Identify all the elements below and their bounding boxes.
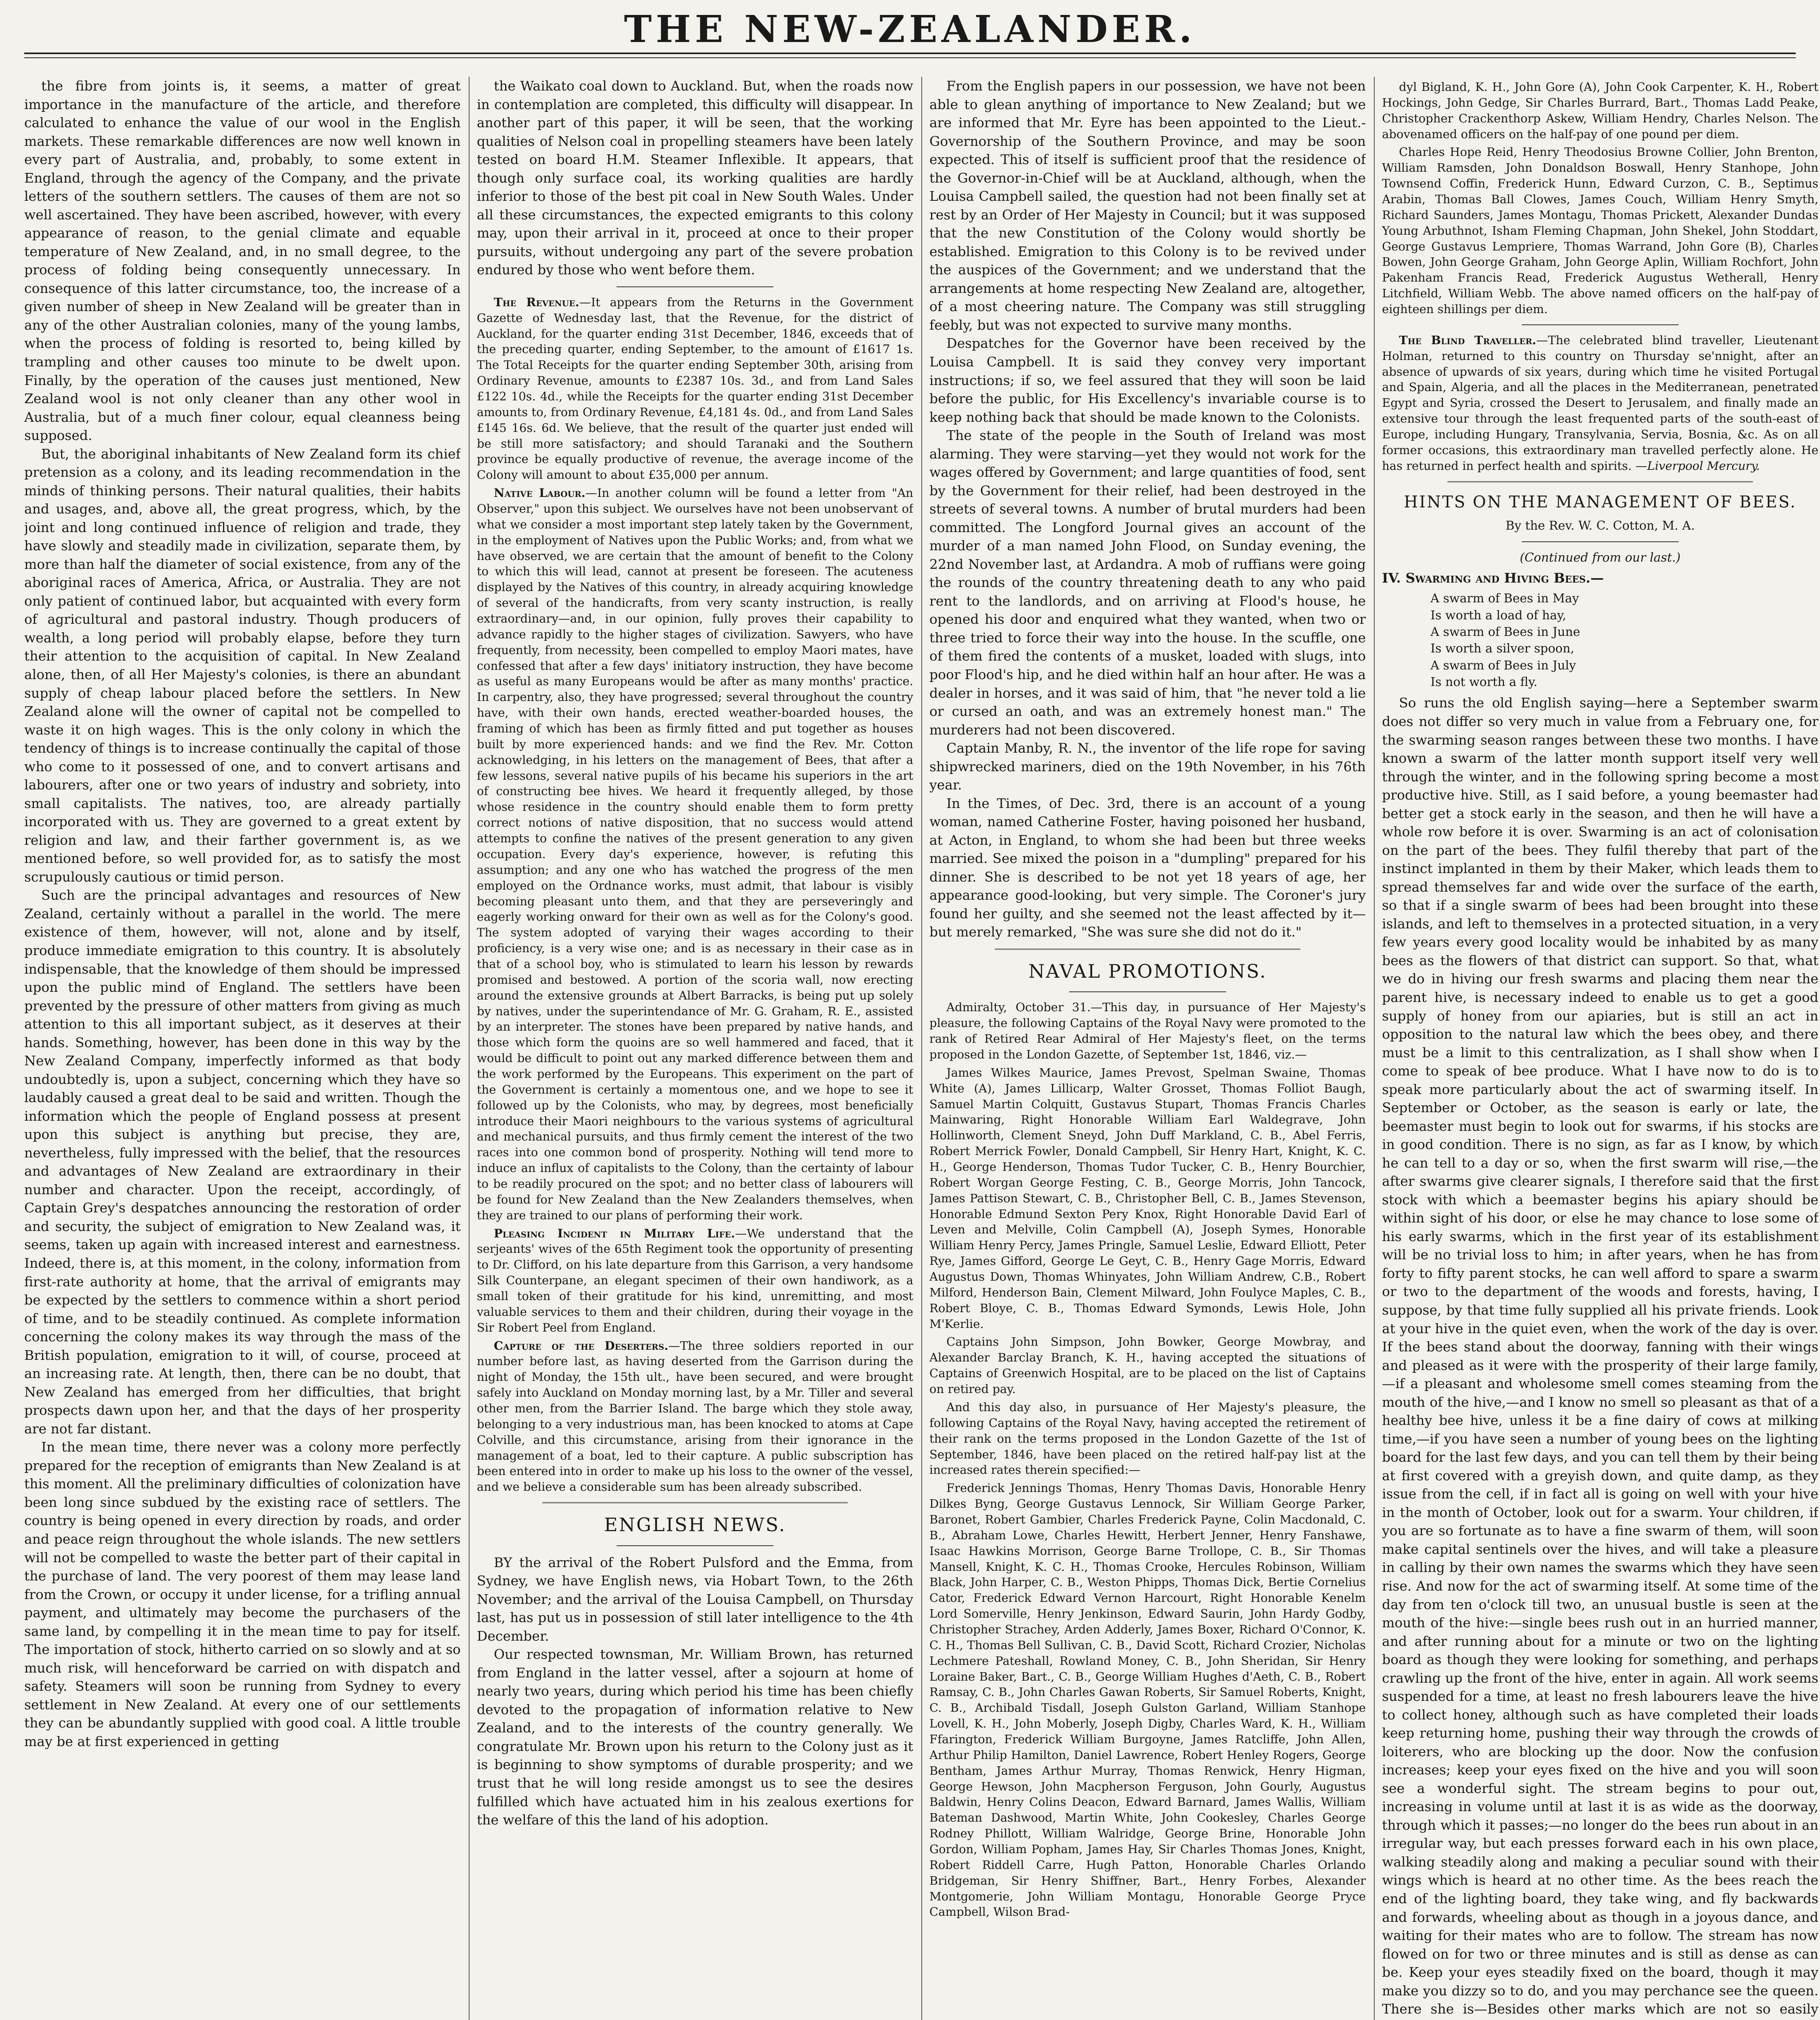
note-text: —The three soldiers reported in our number before last, as having deserted from the Garrison during the night of Monday, the 15th ult., have been secured, and were brought safely into Auckland on Monday morning last, by a Mr. Tiller and several other men, from the Barrier Island. The barge which they stole away, belonging to a very industrious man, has been knocked to atoms at Cape Colville, and this circumstance, arising from their ignorance in the management of a boat, led to their capture. A public subscription has been entered into in order to make up his loss to the owner of the vessel, and we believe a considerable sum has been already subscribed.	[477, 1338, 913, 1494]
article-paragraph: In the Times, of Dec. 3rd, there is an account of a young woman, named Catherine Foster, having poisoned her husband, at Acton, in England, to whom she had been but three weeks married. See mixed the poison in a "dumpling" prepared for his dinner. She is described to be not yet 18 years of age, her appearance good-looking, but very simple. The Coroner's jury found her guilty, and she seemed not the least affected by it—but merely remarked, "She was sure she did not do it."	[929, 795, 1366, 940]
naval-paragraph: Frederick Jennings Thomas, Henry Thomas Davis, Honorable Henry Dilkes Byng, George Gustavus Lennock, Sir William George Parker, Baronet, Robert Gambier, Charles Frederick Payne, Colin Macdonald, C. B., Abraham Lowe, Charles Hewitt, Herbert Jenner, Henry Fanshawe, Isaac Hawkins Morrison, George Barne Trollope, C. B., Sir Thomas Mansell, Knight, K. C. H., Thomas Crooke, Hercules Robinson, William Black, John Harper, C. B., Weston Phipps, Thomas Dick, Bertie Cornelius Cator, Frederick Edward Vernon Harcourt, Right Honorable Kenelm Lord Somerville, Henry Jenkinson, Edward Saurin, John Hardy Godby, Christopher Strachey, Arden Adderly, James Boxer, Richard O'Connor, K. C. H., Thomas Bell Sullivan, C. B., David Scott, Richard Crozier, Nicholas Lechmere Pateshall, Rowland Money, C. B., John Sheridan, Sir Henry Loraine Baker, Bart., C. B., George William Hughes d'Aeth, C. B., Robert Ramsay, C. B., John Charles Gawan Roberts, Sir Samuel Roberts, Knight, C. B., Archibald Tisdall, Joseph Gulston Garland, William Stanhope Lovell, K. H., John Moberly, Joseph Digby, Charles Ward, K. H., William Ffarington, Frederick William Burgoyne, James Ratcliffe, John Allen, Arthur Philip Hamilton, Daniel Lawrence, Robert Henley Rogers, George Bentham, James Arthur Murray, Thomas Renwick, Henry Higman, George Hewson, John Macpherson Ferguson, John Gourly, Augustus Baldwin, Henry Colins Deacon, Edward Barnard, James Wallis, William Bateman Dashwood, Martin White, John Cookesley, Charles George Rodney Phillott, William Walridge, George Brine, Honorable John Gordon, William Popham, James Hay, Sir Charles Thomas Jones, Knight, Robert Riddell Carre, Hugh Patton, Honorable Charles Orlando Bridgeman, Sir Henry Shiffner, Bart., Henry Forbes, Alexander Montgomerie, John William Montagu, Honorable George Pryce Campbell, Wilson Brad-	[929, 1481, 1366, 1919]
note-native-labour	[477, 485, 913, 1223]
rhyme-line: A swarm of Bees in June	[1430, 625, 1580, 639]
article-paragraph: Our respected townsman, Mr. William Brown, has returned from England in the latter vessel, after a sojourn at home of nearly two years, during which period his time has been chiefly devoted to the propagation of information relative to New Zealand, and to the interests of the country generally. We congratulate Mr. Brown upon his return to the Colony just as it is beginning to show symptoms of durable prosperity; and we trust that he will long reside amongst us to see the desires fulfilled which have actuated him in his zealous exertions for the welfare of this the land of his adoption.	[477, 1646, 913, 1828]
rhyme-line: Is worth a silver spoon,	[1430, 642, 1574, 656]
naval-paragraph: And this day also, in pursuance of Her Majesty's pleasure, the following Captains of the Royal Navy, having accepted the retirement of their rank on the terms proposed in the London Gazette of the 1st of September, 1846, have been placed on the retired half-pay list at the increased rates therein specified:—	[929, 1400, 1366, 1477]
note-heading: Pleasing Incident in Military Life.	[494, 1226, 735, 1240]
note-text: —We understand that the serjeants' wives of the 65th Regiment took the opportunity of presenting to Dr. Clifford, on his late departure from this Garrison, a very handsome Silk Counterpane, an elegant specimen of their own handiwork, as a small token of their gratitude for his kind, unremitting, and most valuable services to them and their children, during their voyage in the Sir Robert Peel from England.	[477, 1226, 913, 1334]
article-paragraph: Captain Manby, R. N., the inventor of the life rope for saving shipwrecked mariners, died on the 19th November, in his 76th year.	[929, 740, 1366, 793]
section-heading-naval-promotions: NAVAL PROMOTIONS.	[1028, 960, 1267, 982]
column-4	[1382, 77, 1818, 2020]
article-paragraph: Such are the principal advantages and resources of New Zealand, certainly without a parallel in the world. The mere existence of them, however, will not, alone and by itself, produce immediate emigration to this country. It is absolutely indispensable, that the knowledge of them should be impressed upon the public mind of England. The settlers have been prevented by the pressure of other matters from giving as much attention to this all important subject, as it deserves at their hands. Something, however, has been done in this way by the New Zealand Company, imperfectly informed as that body undoubtedly is, upon a subject, concerning which they have so laudably caused a great deal to be said and written. Though the information which the people of England possess at present upon this subject is anything but precise, they are, nevertheless, fully impressed with the belief, that the resources and advantages of New Zealand are extraordinary in their number and character. Upon the receipt, accordingly, of Captain Grey's despatches announcing the restoration of order and security, the subject of emigration to New Zealand was, it seems, taken up again with increased interest and earnestness. Indeed, there is, at this moment, in the colony, information from first-rate authority at home, that the arrival of emigrants may be expected by the settlers to commence within a short period of time, and to be steadily continued. As complete information concerning the colony makes its way through the mass of the British population, emigration to it will, of course, proceed at an increasing rate. At length, then, there can be no doubt, that New Zealand has emerged from her difficulties, that bright prospects dawn upon her, and that the days of her prosperity are not far distant.	[24, 887, 461, 1437]
byline: By the Rev. W. C. Cotton, M. A.	[1505, 518, 1695, 533]
divider	[617, 286, 774, 287]
column-divider	[469, 77, 470, 2020]
divider	[1522, 541, 1679, 542]
column-3	[929, 77, 1366, 2020]
naval-list	[929, 999, 1366, 1920]
article-paragraph: the fibre from joints is, it seems, a matter of great importance in the manufacture of the article, and therefore calculated to enhance the value of our wool in the English markets. These remarkable differences are now well known in every part of Australia, and, probably, to some extent in England, through the agency of the Company, and the private letters of the southern settlers. The causes of them are not so well ascertained. They have been ascribed, however, with every appearance of reason, to the genial climate and equable temperature of New Zealand, and, in no small degree, to the process of folding being consequently unnecessary. In consequence of this latter circumstance, too, the increase of a given number of sheep in New Zealand will be greater than in any of the other Australian colonies, many of the young lambs, when the process of folding is resorted to, being killed by trampling and other causes too minute to be dwelt upon. Finally, by the operation of the causes just mentioned, New Zealand wool is not only cleaner than any other wool in Australia, but of a much finer colour, equal cleanness being supposed.	[24, 78, 461, 444]
section-divider	[542, 1502, 848, 1505]
section-heading-bees: HINTS ON THE MANAGEMENT OF BEES.	[1404, 492, 1797, 511]
article-paragraph: From the English papers in our possession, we have not been able to glean anything of importance to New Zealand; but we are informed that Mr. Eyre has been appointed to the Lieut.-Governorship of the Southern Province, and may be soon expected. This of itself is sufficient proof that the residence of the Governor-in-Chief will be at Auckland, although, when the Louisa Campbell sailed, the question had not been finally set at rest by an Order of Her Majesty in Council; but it was supposed that the new Constitution of the Colony would shortly be established. Emigration to this Colony is to be revived under the auspices of the Government; and we understand that the arrangements at home respecting New Zealand are, altogether, of a most cheering nature. The Company was still struggling feebly, but was not expected to survive many months.	[929, 78, 1366, 333]
note-text: —In another column will be found a letter from "An Observer," upon this subject. We ourselves have not been unobservant of what we consider a most important step lately taken by the Government, in the employment of Natives upon the Public Works; and, from what we have observed, we are certain that the amount of benefit to the Colony to which this will lead, cannot at present be foreseen. The acuteness displayed by the Natives of this country, in already acquiring knowledge of several of the handicrafts, from very scanty instruction, is really extraordinary—and, in our opinion, fully proves their capability to advance rapidly to the higher stages of civilization. Sawyers, who have frequently, from necessity, been compelled to employ Maori mates, have confessed that after a few days' initiatory instruction, they have become as useful as many Europeans would be after as many months' practice. In carpentry, also, they have progressed; several throughout the country have, with their own hands, erected weather-boarded houses, the framing of which has been as firmly fitted and put together as houses built by more experienced hands: and we find the Rev. Mr. Cotton acknowledging, in his letters on the management of Bees, that after a few lessons, several native pupils of his became his superiors in the art of constructing bee hives. We heard it frequently alleged, by those whose residence in the country should enable them to form pretty correct notions of native disposition, that no success would attend attempts to confine the natives of the present generation to any given occupation. Every day's experience, however, is refuting this assumption; and any one who has watched the progress of the men employed on the Ordnance works, must admit, that labour is visibly becoming pleasant unto them, and that they are perseveringly and eagerly working onward for their own as well as for the Colony's good. The system adopted of varying their wages according to their proficiency, is a very wise one; and is as necessary in their case as in that of a school boy, who is stimulated to learn his lesson by rewards promised and bestowed. A portion of the scoria wall, now erecting around the extensive grounds at Albert Barracks, is being put up solely by natives, under the superintendance of Mr. G. Graham, R. E., assisted by an interpreter. The stones have been prepared by native hands, and those which form the quoins are so well hammered and faced, that it would be difficult to point out any marked difference between them and the work performed by the Europeans. This experiment on the part of the Government is certainly a momentous one, and we hope to see it followed up by the Colonists, who may, by degrees, most beneficially introduce their Maori neighbours to the various systems of agricultural and mechanical pursuits, and thus firmly cement the interest of the two races into one common bond of prosperity. Nothing will tend more to induce an influx of capitalists to the Colony, than the certainty of labour to be readily procured on the spot; and no better class of labourers will be found for New Zealand than the New Zealanders themselves, when they are trained to our plans of performing their work.	[477, 486, 913, 1222]
naval-paragraph: Captains John Simpson, John Bowker, George Mowbray, and Alexander Barclay Branch, K. H., having accepted the situations of Captains of Greenwich Hospital, are to be placed on the list of Captains on retired pay.	[929, 1335, 1366, 1396]
section-heading-english-news: ENGLISH NEWS.	[604, 1514, 786, 1536]
naval-paragraph: dyl Bigland, K. H., John Gore (A), John Cook Carpenter, K. H., Robert Hockings, John Gedge, Sir Charles Burrard, Bart., Thomas Ladd Peake, Christopher Crackenthorp Askew, William Hendry, Charles Nelson. The abovenamed officers on the half-pay of one pound per diem.	[1382, 80, 1818, 141]
divider	[1069, 991, 1226, 992]
note-heading: The Blind Traveller.	[1399, 333, 1536, 347]
divider	[1522, 324, 1679, 325]
article-paragraph: the Waikato coal down to Auckland. But, when the roads now in contemplation are completed, this difficulty will disappear. In another part of this paper, it will be seen, that the working qualities of Nelson coal in propelling steamers have been lately tested on board H.M. Steamer Inflexible. It appears, that though only surface coal, its working qualities are hardly inferior to those of the best pit coal in New South Wales. Under all these circumstances, the expected emigrants to this colony may, upon their arrival in it, proceed at once to their proper pursuits, without undergoing any part of the severe probation endured by those who went before them.	[477, 78, 913, 278]
article-paragraph: In the mean time, there never was a colony more perfectly prepared for the reception of emigrants than New Zealand is at this moment. All the preliminary difficulties of colonization have been long since subdued by the existing race of settlers. The country is being opened in every direction by roads, and order and peace reign throughout the whole islands. The new settlers will not be compelled to waste the better part of their capital in the purchase of land. The very poorest of them may lease land from the Crown, or occupy it under license, for a trifling annual payment, and ultimately may become the purchasers of the same land, by compelling it in the mean time to pay for itself. The importation of stock, hitherto carried on so slowly and at so much risk, will henceforward be carried on with dispatch and safety. Steamers will soon be running from Sydney to every settlement in New Zealand. At every one of our settlements they can be abundantly supplied with good coal. A little trouble may be at first experienced in getting	[24, 1439, 461, 1749]
note-heading: Native Labour.	[494, 486, 586, 500]
bees-section-heading: IV. Swarming and Hiving Bees.—	[1382, 570, 1604, 586]
article-paragraph: BY the arrival of the Robert Pulsford and the Emma, from Sydney, we have English news, via Hobart Town, to the 26th November; and the arrival of the Louisa Campbell, on Thursday last, has put us in possession of still later intelligence to the 4th December.	[477, 1554, 913, 1644]
naval-list-continued	[1382, 79, 1818, 317]
rhyme-line: Is not worth a fly.	[1430, 675, 1538, 690]
column-divider	[921, 77, 922, 2020]
note-text: —The celebrated blind traveller, Lieutenant Holman, returned to this country on Thursday se'nnight, after an absence of upwards of six years, during which time he visited Portugal and Spain, Algeria, and all the places in the Mediterranean, penetrated Egypt and Syria, crossed the Desert to Jerusalem, and finally made an extensive tour through the least frequented parts of the south-east of Europe, including Hungary, Transylvania, Servia, Bosnia, &c. As on all former occasions, this extraordinary man travelled perfectly alone. He has returned in perfect health and spirits.	[1382, 333, 1818, 473]
note-military	[477, 1226, 913, 1336]
rhyme-line: Is worth a load of hay,	[1430, 608, 1566, 623]
naval-paragraph: James Wilkes Maurice, James Prevost, Spelman Swaine, Thomas White (A), James Lillicarp, Walter Grosset, Thomas Folliot Baugh, Samuel Martin Colquitt, Gustavus Stupart, Thomas Francis Charles Mainwaring, Right Honorable William Earl Waldegrave, John Hollinworth, Clement Sneyd, John Duff Markland, C. B., Abel Ferris, Robert Merrick Fowler, Donald Campbell, Sir Henry Hart, Knight, K. C. H., George Henderson, Thomas Tudor Tucker, C. B., Henry Bourchier, Robert Worgan George Festing, C. B., George Morris, John Tancock, James Pattison Stewart, C. B., Christopher Bell, C. B., James Stevenson, Honorable Edmund Sexton Pery Knox, Right Honorable David Earl of Leven and Melville, Colin Campbell (A), Joseph Symes, Honorable William Henry Percy, James Pringle, Samuel Leslie, Edward Elliott, Peter Rye, James Gifford, George Le Geyt, C. B., Henry Gage Morris, Edward Augustus Down, Thomas Whinyates, John William Andrew, C.B., Robert Milford, Henderson Bain, Clement Milward, John Foulyce Maples, C. B., Robert Bloye, C. B., Thomas Edward Symonds, Lewis Hole, John M'Kerlie.	[929, 1065, 1366, 1331]
article-paragraph: But, the aboriginal inhabitants of New Zealand form its chief pretension as a colony, and its leading recommendation in the minds of thinking persons. Their natural qualities, their habits and usages, and, above all, the great progress, which, by the joint and long continued influence of religion and trade, they have slowly and steadily made in civilization, separate them, by more than half the diameter of social existence, from any of the aboriginal races of America, Africa, or Australia. They are not only patient of continued labor, but acquainted with every form of agricultural and pastoral industry. Though producers of wealth, a long period will probably elapse, before they turn their attention to the acquisition of capital. In New Zealand alone, then, of all Her Majesty's colonies, is there an abundant supply of cheap labour placed before the settlers. In New Zealand alone will the owner of capital not be compelled to waste it on high wages. This is the only colony in which the tendency of things is to increase continually the capital of those who come to it possessed of one, and to convert artisans and labourers, after one or two years of industry and sobriety, into small capitalists. The natives, too, are already partially incorporated with us. They are governed to a great extent by religion and law, and their farther government is, as we mentioned before, so well provided for, as to satisfy the most scrupulously cautious or timid person.	[24, 446, 461, 885]
note-source: —Liverpool Mercury.	[1635, 459, 1760, 473]
rhyme-line: A swarm of Bees in July	[1430, 658, 1576, 673]
note-deserters	[477, 1338, 913, 1495]
rhyme	[1382, 590, 1818, 690]
masthead-title: THE NEW-ZEALANDER.	[624, 7, 1196, 51]
naval-paragraph: Admiralty, October 31.—This day, in pursuance of Her Majesty's pleasure, the following Captains of the Royal Navy were promoted to the rank of Retired Rear Admiral of Her Majesty's fleet, on the terms proposed in the London Gazette, of September 1st, 1846, viz.—	[929, 1000, 1366, 1062]
column-2	[477, 77, 913, 2020]
column-1	[24, 77, 461, 2020]
note-revenue	[477, 295, 913, 483]
column-divider	[1374, 77, 1375, 2020]
naval-paragraph: Charles Hope Reid, Henry Theodosius Browne Collier, John Brenton, William Ramsden, John Donaldson Boswall, Henry Stanhope, John Townsend Coffin, Frederick Hunn, Edward Curzon, C. B., Septimus Arabin, Thomas Ball Clowes, James Couch, William Henry Smyth, Richard Saunders, James Montagu, Thomas Prickett, Alexander Dundas Young Arbuthnot, Isham Fleming Chapman, John Shekel, John Stoddart, George Gustavus Lempriere, Thomas Warrand, John Gore (B), Charles Bowen, John George Graham, John George Aplin, William Rochfort, John Pakenham Francis Read, Frederick Augustus Wetherall, Henry Litchfield, William Webb. The above named officers on the half-pay of eighteen shillings per diem.	[1382, 145, 1818, 316]
masthead-rule-top	[24, 53, 1796, 54]
article-paragraph: So runs the old English saying—here a September swarm does not differ so very much in value from a February one, for the swarming season ranges between these two months. I have known a swarm of the latter month support itself very well through the winter, and in the following spring become a most productive hive. Still, as I said before, a young beemaster had better get a stock early in the season, and then he will have a whole row before it is over. Swarming is an act of colonisation on the part of the bees. They fulfil thereby that part of the instinct implanted in them by their Maker, which leads them to spread themselves far and wide over the surface of the earth, so that if a single swarm of bees had been brought into these islands, and left to themselves in a protected situation, in a very few years every good locality would be inhabited by as many bees as the flowers of that district can support. So that, what we do in hiving our fresh swarms and placing them near the parent hive, is necessary indeed to enable us to get a good supply of honey from our apiaries, but is still an act in opposition to the natural law which the bees obey, and there must be a limit to this centralization, as I shall show when I come to speak of bee produce. What I have now to do is to speak more particularly about the act of swarming itself. In September or October, as the season is early or late, the beemaster must begin to look out for swarms, if his stocks are in good condition. There is no sign, as far as I know, by which he can tell to a day or so, when the first swarm will rise,—the after swarms give clearer signals, I therefore said that the first stock with which a beemaster begins his apiary should be within sight of his door, or else he may chance to lose some of his early swarms, which in the first year of its establishment will be no trivial loss to him; in after years, when he has from forty to fifty parent stocks, he can well afford to spare a swarm or two to the department of the woods and forests, having, I suppose, by that time fully supplied all his private friends. Look at your hive in the quiet even, when the work of the day is over. If the bees stand about the doorway, fanning with their wings and pleased as it were with the prosperity of their large family,—if a pleasant and wholesome smell comes steaming from the mouth of the hive,—and I know no smell so pleasant as that of a healthy bee hive, unless it be a fine dairy of cows at milking time,—if you have seen a number of young bees on the lighting board for the last few days, and you can tell them by their being at first covered with a greyish down, and quite damp, as they issue from the cell, if in fact all is going on well with your hive in the month of October, look out for a swarm. Your children, if you are so fortunate as to have a fine swarm of them, will soon make capital sentinels over the hives, and will take a pleasure in calling by their own names the swarms which they have seen rise. And now for the act of swarming itself. At some time of the day from ten o'clock till two, an unusual bustle is seen at the mouth of the hive:—single bees rush out in an hurried manner, and after running about for a minute or two on the lighting board as though they were looking for something, and perhaps crawling up the front of the hive, enter in again. All work seems suspended for a time, at least no fresh labourers leave the hive to collect honey, although such as have completed their loads keep returning home, pushing their way through the crowds of loiterers, who are blocking up the door. Now the confusion increases; keep your eyes fixed on the hive and you will soon see a wonderful sight. The stream begins to pour out, increasing in volume until at last it is as wide as the doorway, through which it passes;—no longer do the bees run about in an irregular way, but each presses forward each in his own place, walking steadily along and making a peculiar sound with their wings which is heard at no other time. As the bees reach the end of the lighting board, they take wing, and fly backwards and forwards, wheeling about as though in a joyous dance, and waiting for their mates who are to follow. The stream has now flowed on for two or three minutes and is still as dense as can be. Keep your eyes steadily fixed on the board, though it may make you dizzy so to do, and you may perchance see the queen. There she is—Besides other marks which are not so easily	[1382, 695, 1818, 2017]
masthead-rule-bottom	[24, 57, 1796, 58]
article-paragraph: The state of the people in the South of Ireland was most alarming. They were starving—yet they would not work for the wages offered by Government; and large quantities of food, sent by the Government for their relief, had been destroyed in the streets of several towns. A number of brutal murders had been committed. The Longford Journal gives an account of the murder of a man named John Flood, on Sunday evening, the 22nd November last, at Ardandra. A mob of ruffians were going the rounds of the country threatening death to any who paid rent to the landlords, and on arriving at Flood's house, he opened his door and enquired what they wanted, when two or three tried to force their way into the house. In the scuffle, one of them fired the contents of a musket, loaded with slugs, into poor Flood's hip, and he died within half an hour after. He was a dealer in horses, and it was said of him, that "he never told a lie or cursed an oath, and was an extremely honest man." The murderers had not been discovered.	[929, 427, 1366, 738]
note-heading: The Revenue.	[494, 295, 579, 309]
note-heading: Capture of the Deserters.	[494, 1338, 668, 1353]
section-divider	[995, 949, 1300, 951]
rhyme-line: A swarm of Bees in May	[1430, 591, 1579, 606]
local-notes	[477, 295, 913, 1495]
section-divider	[1447, 481, 1753, 484]
article-paragraph: Despatches for the Governor have been received by the Louisa Campbell. It is said they convey very important instructions; if so, we feel assured that they will soon be laid before the public, for His Excellency's invariable course is to keep nothing back that should be made known to the Colonists.	[929, 335, 1366, 425]
divider	[617, 1545, 774, 1546]
note-blind-traveller	[1382, 332, 1818, 474]
continued-note: (Continued from our last.)	[1520, 551, 1681, 565]
note-text: —It appears from the Returns in the Government Gazette of Wednesday last, that the Revenue, for the district of Auckland, for the quarter ending 31st December, 1846, exceeds that of the preceding quarter, ending September, to the amount of £1617 1s. The Total Receipts for the quarter ending September 30th, arising from Ordinary Revenue, amounts to £2387 10s. 3d., and from Land Sales £122 10s. 4d., while the Receipts for the quarter ending 31st December amounts to, from Ordinary Revenue, £4,181 4s. 0d., and from Land Sales £145 16s. 6d. We believe, that the result of the quarter just ended will be still more satisfactory; and should Taranaki and the Southern province be equally productive of revenue, the average income of the Colony will amount to about £35,000 per annum.	[477, 295, 913, 482]
